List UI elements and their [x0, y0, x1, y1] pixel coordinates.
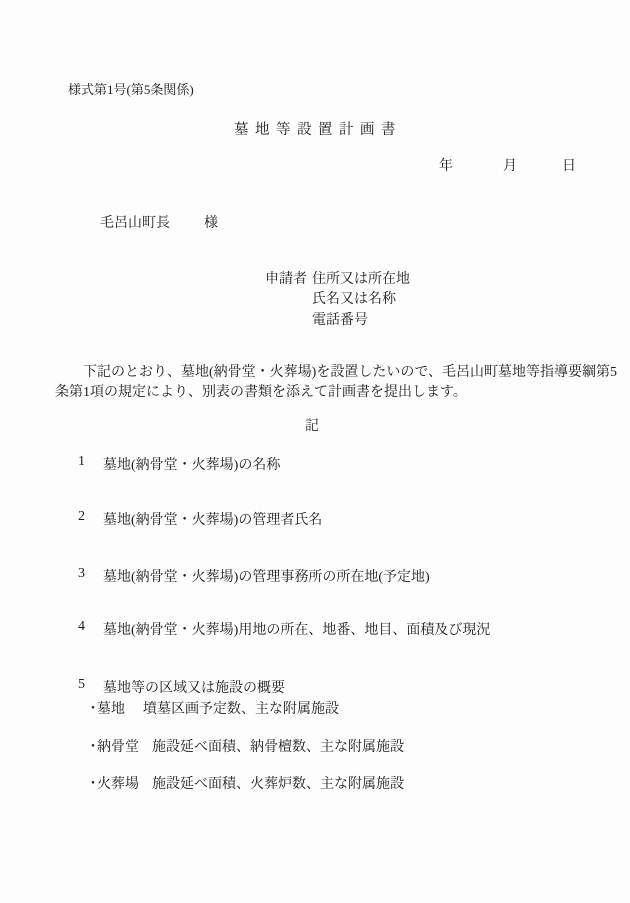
applicant-address-label: 住所又は所在地 [312, 272, 410, 287]
item-text: 墓地(納骨堂・火葬場)用地の所在、地番、地目、面積及び現況 [103, 623, 491, 638]
item-number: 4 [78, 619, 85, 634]
bullet-marker: ・ [86, 702, 100, 717]
item-number: 5 [78, 677, 85, 692]
bullet-desc: 墳墓区画予定数、主な附属施設 [143, 702, 339, 717]
bullet-marker: ・ [86, 740, 100, 755]
item-number: 2 [78, 509, 85, 524]
bullet-marker: ・ [86, 777, 100, 792]
form-number: 様式第1号(第5条関係) [68, 82, 194, 97]
item-text: 墓地(納骨堂・火葬場)の管理事務所の所在地(予定地) [103, 570, 430, 585]
bullet-label: 火葬場 [97, 777, 139, 792]
bullet-desc: 施設延べ面積、火葬炉数、主な附属施設 [152, 777, 404, 792]
bullet-item-kasoba [0, 773, 630, 792]
list-item-1 [0, 454, 630, 473]
body-paragraph-line1: 下記のとおり、墓地(納骨堂・火葬場)を設置したいので、毛呂山町墓地等指導要綱第5 [83, 365, 618, 380]
addressee-name: 毛呂山町長 [100, 216, 170, 231]
applicant-label: 申請者 [265, 272, 307, 287]
date-year-label: 年 [439, 159, 453, 174]
list-item-3 [0, 566, 630, 585]
item-text: 墓地(納骨堂・火葬場)の名称 [103, 458, 281, 473]
date-month-label: 月 [503, 159, 517, 174]
body-paragraph-line2: 条第1項の規定により、別表の書類を添えて計画書を提出します。 [55, 385, 467, 400]
applicant-phone-label: 電話番号 [312, 313, 368, 328]
item-text: 墓地(納骨堂・火葬場)の管理者氏名 [103, 513, 323, 528]
bullet-desc: 施設延べ面積、納骨檀数、主な附属施設 [152, 740, 404, 755]
list-item-4 [0, 619, 630, 638]
item-number: 3 [78, 566, 85, 581]
list-item-2 [0, 509, 630, 528]
record-marker: 記 [305, 419, 319, 434]
bullet-label: 墓地 [97, 702, 125, 717]
bullet-item-bochi [0, 698, 630, 717]
date-day-label: 日 [562, 159, 576, 174]
applicant-name-label: 氏名又は名称 [312, 292, 396, 307]
item-text: 墓地等の区域又は施設の概要 [103, 681, 285, 696]
addressee-honorific: 様 [204, 216, 218, 231]
item-number: 1 [78, 454, 85, 469]
page-title: 墓地等設置計画書 [234, 122, 402, 138]
bullet-item-nokotsudo [0, 736, 630, 755]
list-item-5 [0, 677, 630, 696]
bullet-label: 納骨堂 [97, 740, 139, 755]
